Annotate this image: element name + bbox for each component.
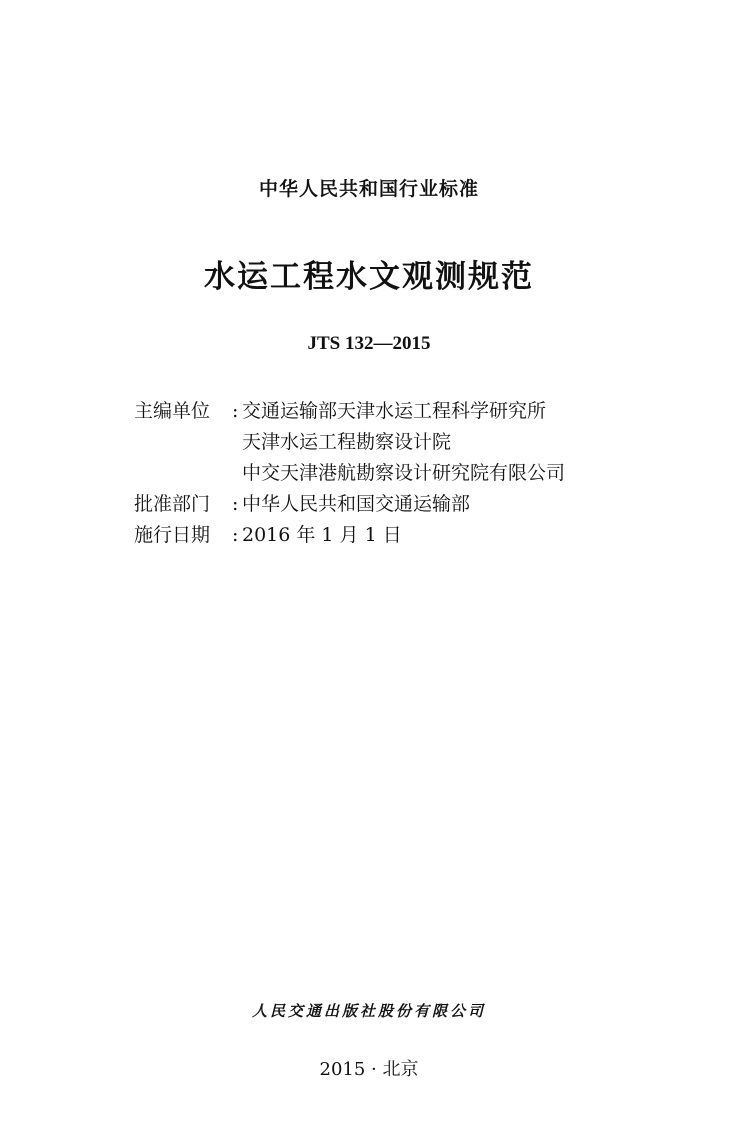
info-colon: : [232,493,239,515]
info-value: 天津水运工程勘察设计院 [242,431,452,453]
info-row-approval-dept [134,489,694,520]
info-label: 主编单位 [134,400,211,422]
info-value: 中交天津港航勘察设计研究院有限公司 [242,462,566,484]
document-title: 水运工程水文观测规范 [204,259,534,295]
info-row-chief-editor-cont [134,458,694,489]
info-value: 中华人民共和国交通运输部 [242,493,471,515]
info-label-empty [134,458,232,489]
info-value: 交通运输部天津水运工程科学研究所 [242,400,547,422]
info-row-chief-editor [134,396,694,427]
info-colon: : [232,400,239,422]
document-info [134,396,694,551]
info-label: 施行日期 [134,524,211,546]
publisher: 人民交通出版社股份有限公司 [251,1002,486,1020]
standard-code: JTS 132—2015 [307,333,431,354]
info-colon: : [232,524,239,546]
info-value: 2016 年 1 月 1 日 [242,524,402,546]
info-label: 批准部门 [134,493,211,515]
info-row-effective-date [134,520,694,551]
info-label-empty [134,427,232,458]
series-heading: 中华人民共和国行业标准 [258,178,479,200]
info-row-chief-editor-cont [134,427,694,458]
info-colon-empty [232,427,242,458]
info-colon-empty [232,458,242,489]
place-year: 2015 · 北京 [319,1059,419,1080]
